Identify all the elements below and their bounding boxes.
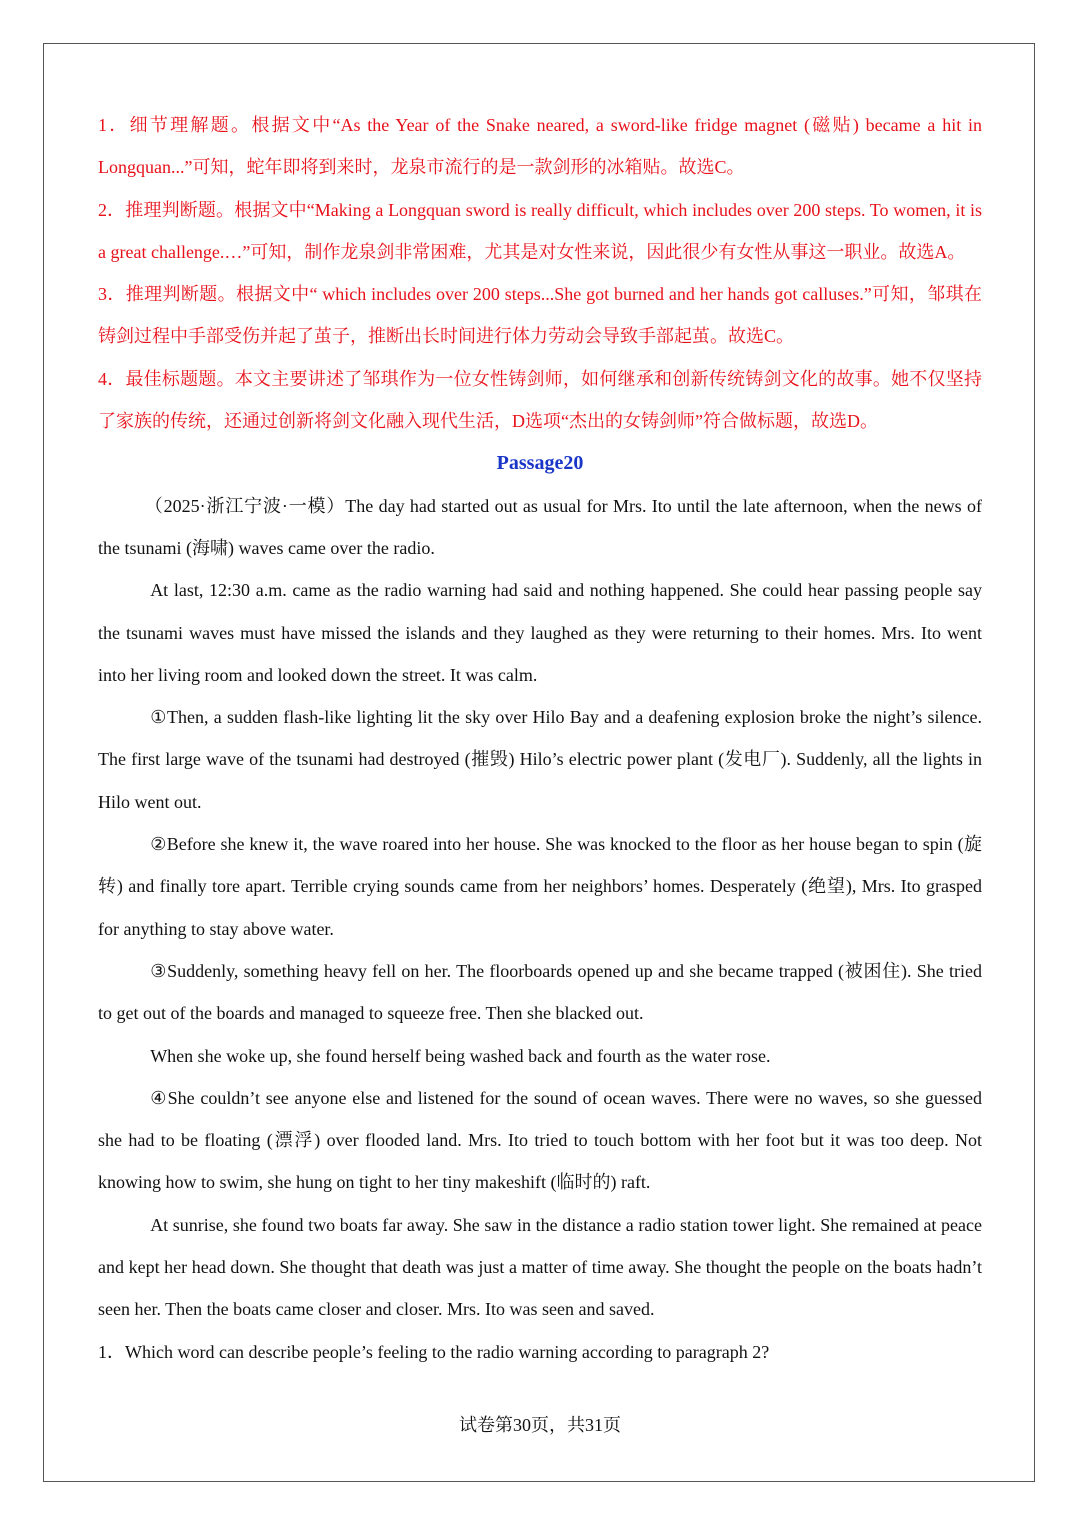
passage-paragraph-2: At last, 12:30 a.m. came as the radio warning had said and nothing happened. She could hear passing people say the tsunami waves must have missed the islands and they laughed as they were returning to their homes. Mrs. Ito went into her living room and looked down the street. It was calm. — [98, 580, 982, 685]
answer-explanation-2: 2．推理判断题。根据文中“Making a Longquan sword is really difficult, which includes over 200 steps. To women, it is a great challenge.…”可知，制作龙泉剑非常困难，尤其是对女性来说，因此很少有女性从事这一职业。故选A。 — [98, 199, 982, 262]
passage-paragraph-7: ④She couldn’t see anyone else and listened for the sound of ocean waves. There were no waves, so she guessed she had to be floating (漂浮) over flooded land. Mrs. Ito tried to touch bottom with her foot but it was too deep. Not knowing how to swim, she hung on tight to her tiny makeshift (临时的) raft. — [98, 1087, 982, 1193]
passage-title: Passage20 — [496, 452, 584, 475]
passage-paragraph-5: ③Suddenly, something heavy fell on her. The floorboards opened up and she became trapped (被困住). She tried to get out of the boards and managed to squeeze free. Then she blacked out. — [98, 960, 982, 1024]
passage-body — [98, 485, 982, 1331]
answer-explanation-3: 3．推理判断题。根据文中“ which includes over 200 steps...She got burned and her hands got calluses.”可知，邹琪在铸剑过程中手部受伤并起了茧子，推断出长时间进行体力劳动会导致手部起茧。故选C。 — [98, 284, 982, 347]
passage-paragraph-4: ②Before she knew it, the wave roared into her house. She was knocked to the floor as her house began to spin (旋转) and finally tore apart. Terrible crying sounds came from her neighbors’ homes. Desperately (绝望), Mrs. Ito grasped for anything to stay above water. — [98, 834, 982, 939]
answer-explanation-1: 1．细节理解题。根据文中“As the Year of the Snake neared, a sword-like fridge magnet (磁贴) became a hit in Longquan...”可知，蛇年即将到来时，龙泉市流行的是一款剑形的冰箱贴。故选C。 — [98, 115, 982, 178]
answer-explanations — [98, 104, 982, 442]
passage-paragraph-3: ①Then, a sudden flash-like lighting lit the sky over Hilo Bay and a deafening explosion broke the night’s silence. The first large wave of the tsunami had destroyed (摧毁) Hilo’s electric power plant (发电厂). Suddenly, all the lights in Hilo went out. — [98, 707, 982, 812]
answer-explanation-4: 4．最佳标题题。本文主要讲述了邹琪作为一位女性铸剑师，如何继承和创新传统铸剑文化的故事。她不仅坚持了家族的传统，还通过创新将剑文化融入现代生活，D选项“杰出的女铸剑师”符合做标题，故选D。 — [98, 368, 982, 432]
page-content — [98, 104, 982, 1373]
passage-paragraph-6: When she woke up, she found herself being washed back and fourth as the water rose. — [150, 1045, 771, 1066]
passage-paragraph-1: （2025·浙江宁波·一模）The day had started out as usual for Mrs. Ito until the late afternoon, when the news of the tsunami (海啸) waves came over the radio. — [98, 495, 982, 558]
page-footer: 试卷第30页，共31页 — [459, 1415, 621, 1435]
question-1: 1．Which word can describe people’s feeling to the radio warning according to paragraph 2? — [98, 1341, 770, 1362]
passage-paragraph-8: At sunrise, she found two boats far away. She saw in the distance a radio station tower light. She remained at peace and kept her head down. She thought that death was just a matter of time away. She thought the people on the boats hadn’t seen her. Then the boats came closer and closer. Mrs. Ito was seen and saved. — [98, 1214, 982, 1320]
